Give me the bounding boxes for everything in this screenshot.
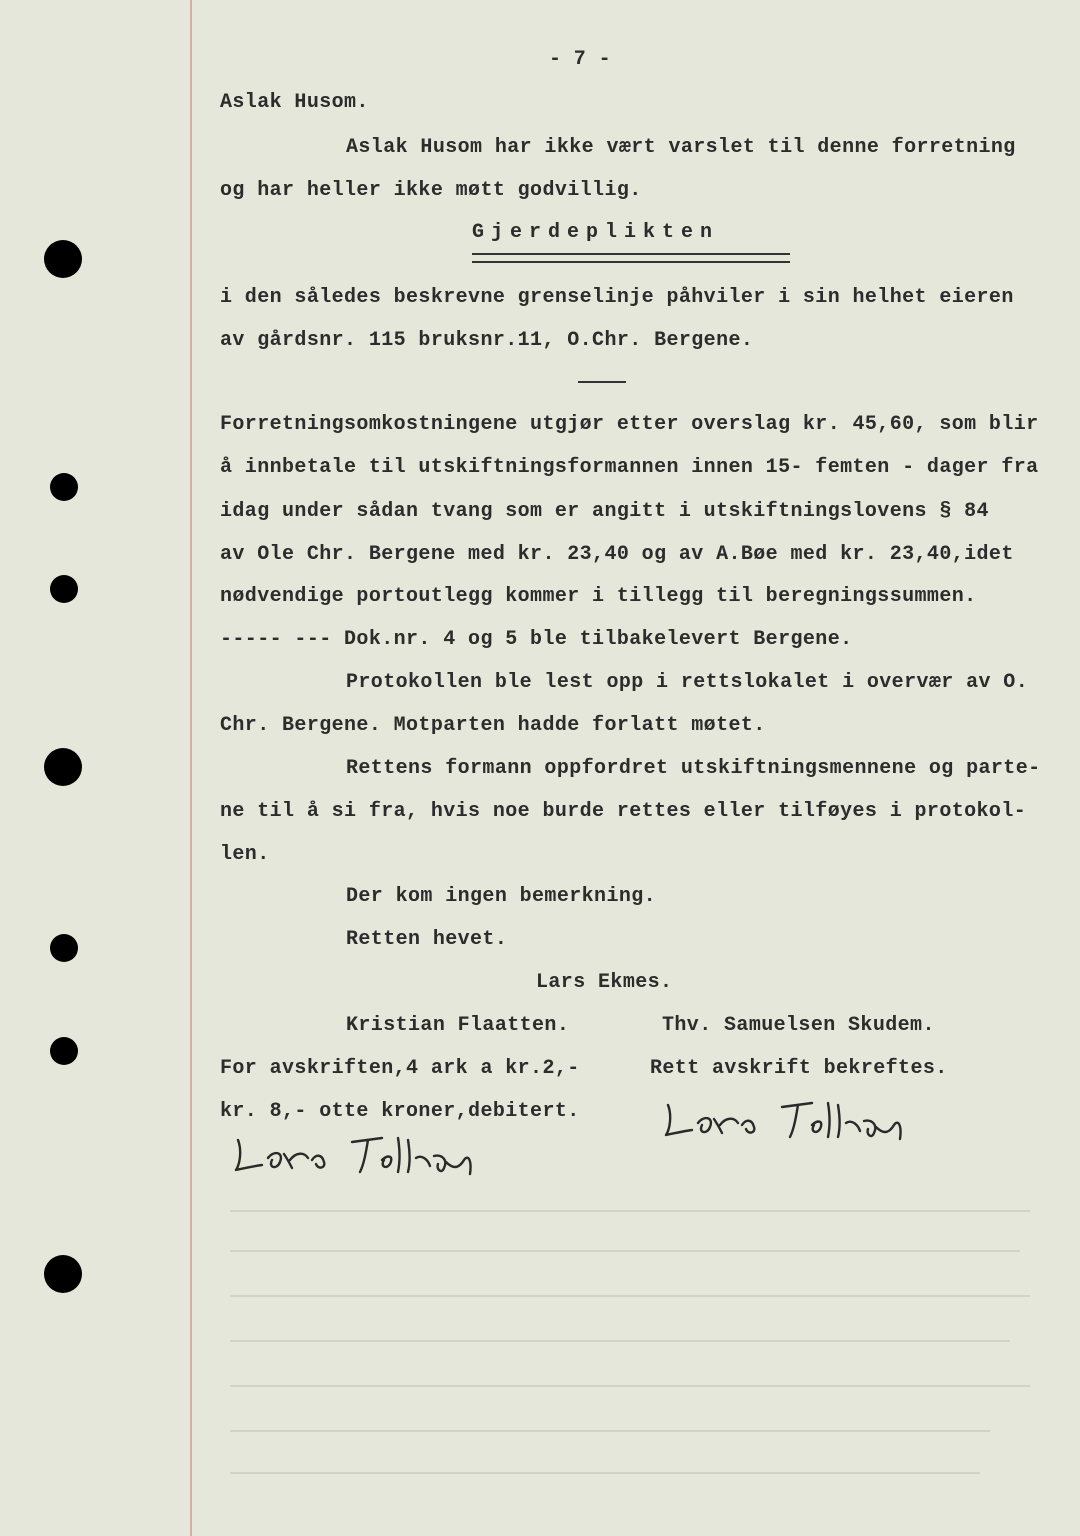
bleed-through (230, 1385, 1030, 1387)
certification-text: Rett avskrift bekreftes. (650, 1057, 948, 1080)
bleed-through (230, 1210, 1030, 1212)
punch-hole (50, 473, 78, 501)
text-line: Retten hevet. (346, 928, 508, 951)
red-margin-line (190, 0, 192, 1536)
text-line: ----- --- Dok.nr. 4 og 5 ble tilbakelevert Bergene. (220, 628, 853, 651)
punch-hole (44, 1255, 82, 1293)
text-line: ne til å si fra, hvis noe burde rettes eller tilføyes i protokol- (220, 800, 1027, 823)
text-line: av gårdsnr. 115 bruksnr.11, O.Chr. Bergene. (220, 329, 754, 352)
signatory-name: Kristian Flaatten. (346, 1014, 570, 1037)
text-line: idag under sådan tvang som er angitt i utskiftningslovens § 84 (220, 500, 989, 523)
punch-hole (50, 575, 78, 603)
text-line: Aslak Husom har ikke vært varslet til denne forretning (346, 136, 1016, 159)
bleed-through (230, 1295, 1030, 1297)
bleed-through (230, 1430, 990, 1432)
text-line: Der kom ingen bemerkning. (346, 885, 657, 908)
text-line: Rettens formann oppfordret utskiftningsmennene og parte- (346, 757, 1041, 780)
text-line: Protokollen ble lest opp i rettslokalet i overvær av O. (346, 671, 1029, 694)
handwritten-signature (662, 1095, 982, 1145)
text-line: len. (220, 843, 270, 866)
text-line: og har heller ikke møtt godvillig. (220, 179, 642, 202)
heading-underline (472, 253, 790, 263)
punch-hole (50, 1037, 78, 1065)
signatory-name: Thv. Samuelsen Skudem. (662, 1014, 935, 1037)
addressee: Aslak Husom. (220, 91, 369, 114)
text-line: å innbetale til utskiftningsformannen innen 15- femten - dager fra (220, 456, 1039, 479)
punch-hole (44, 240, 82, 278)
punch-hole (44, 748, 82, 786)
handwritten-signature (232, 1130, 552, 1180)
section-heading: Gjerdeplikten (472, 221, 720, 244)
punch-hole (50, 934, 78, 962)
text-line: Forretningsomkostningene utgjør etter overslag kr. 45,60, som blir (220, 413, 1039, 436)
fee-line: kr. 8,- otte kroner,debitert. (220, 1100, 580, 1123)
text-line: i den således beskrevne grenselinje påhviler i sin helhet eieren (220, 286, 1014, 309)
fee-line: For avskriften,4 ark a kr.2,- (220, 1057, 580, 1080)
separator-dashes (578, 381, 626, 383)
bleed-through (230, 1340, 1010, 1342)
bleed-through (230, 1250, 1020, 1252)
text-line: av Ole Chr. Bergene med kr. 23,40 og av A.Bøe med kr. 23,40,idet (220, 543, 1014, 566)
bleed-through (230, 1472, 980, 1474)
text-line: Chr. Bergene. Motparten hadde forlatt møtet. (220, 714, 766, 737)
text-line: nødvendige portoutlegg kommer i tillegg til beregningssummen. (220, 585, 977, 608)
signatory-name: Lars Ekmes. (536, 971, 673, 994)
page-number: - 7 - (549, 48, 612, 71)
